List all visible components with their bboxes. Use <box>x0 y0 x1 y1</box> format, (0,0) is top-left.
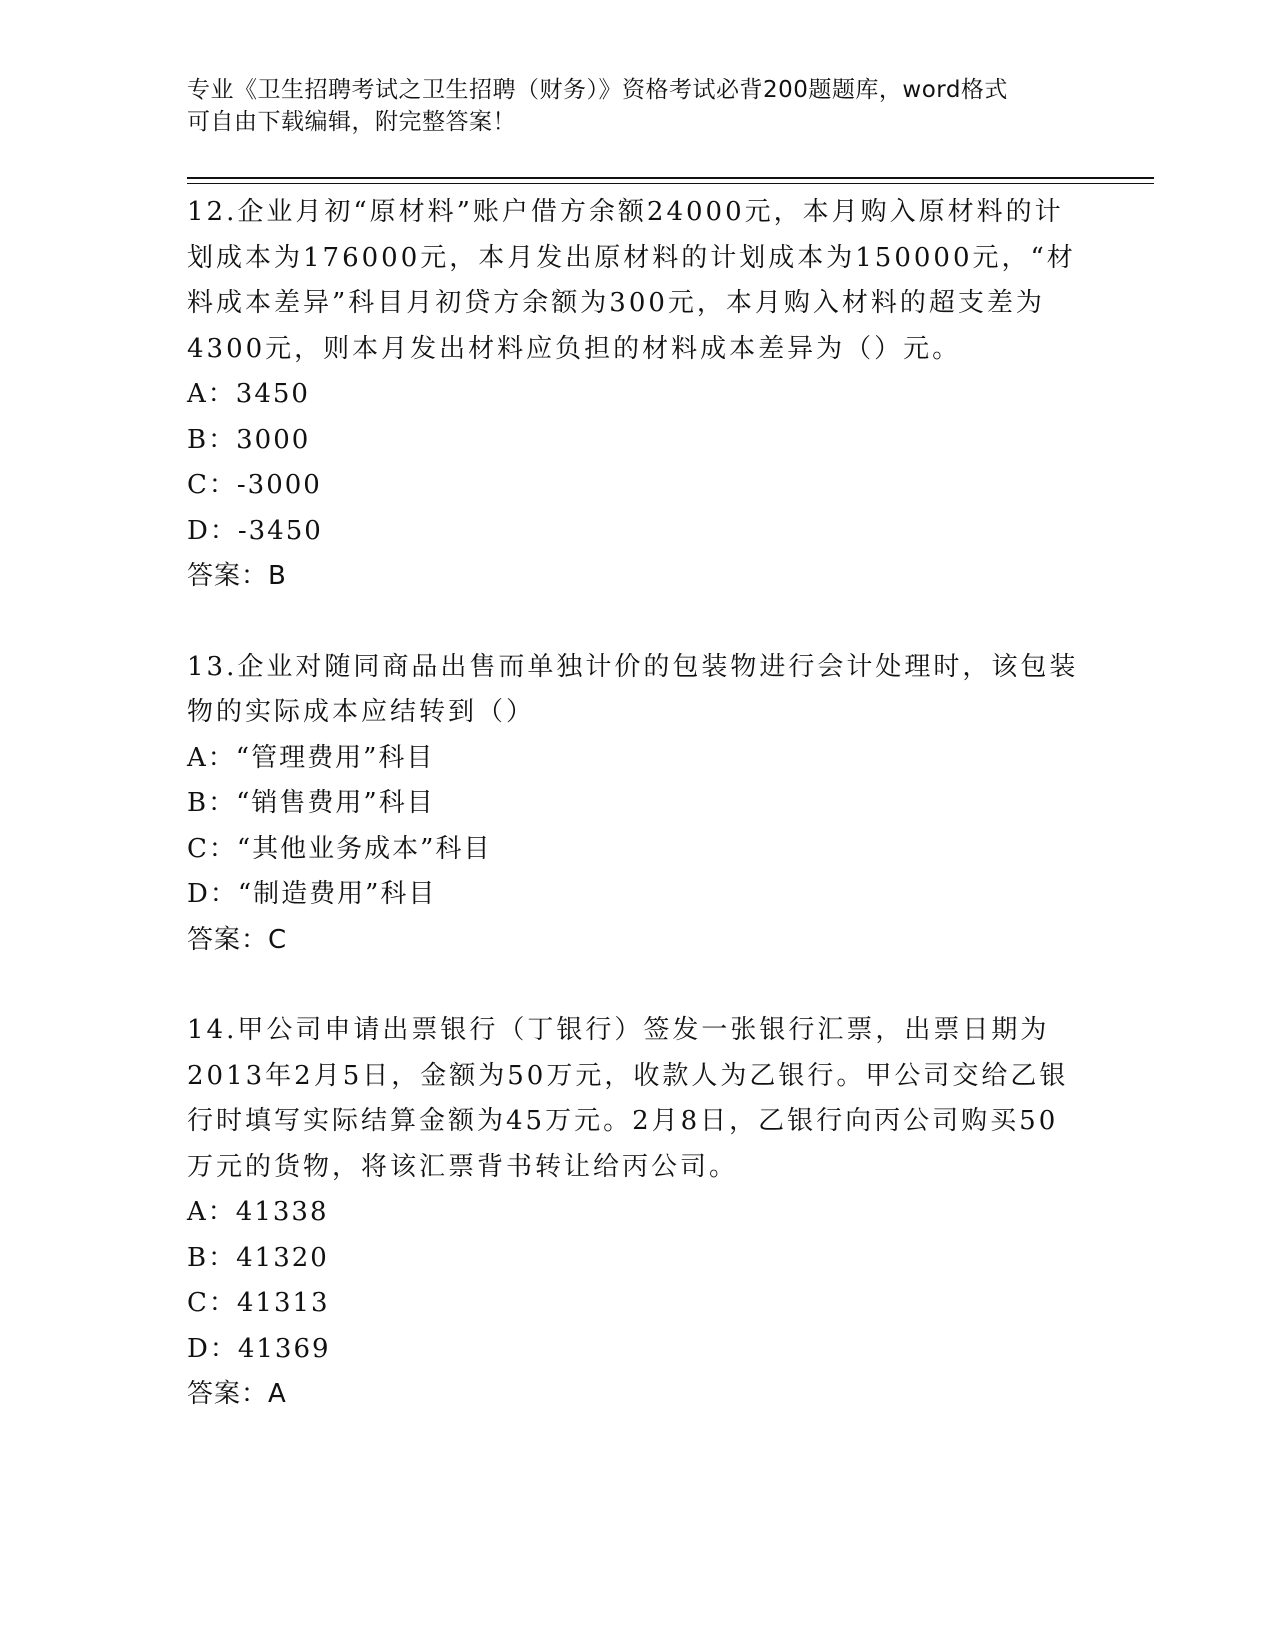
answer-line: 答案：A <box>187 1379 287 1409</box>
option-d: D：-3450 <box>187 515 323 546</box>
option-c: C：41313 <box>187 1288 330 1318</box>
option-a: A：3450 <box>187 379 310 409</box>
option-b: B：41320 <box>187 1242 329 1273</box>
question-13 <box>187 645 1087 964</box>
header-line-2: 可自由下载编辑，附完整答案！ <box>187 109 516 135</box>
option-b: B：“销售费用”科目 <box>187 788 435 818</box>
question-stem: 12.企业月初“原材料”账户借方余额24000元，本月购入原材料的计划成本为176000元，本月发出原材料的计划成本为150000元，“材料成本差异”科目月初贷方余额为300元，本月购入材料的超支差为4300元，则本月发出材料应负担的材料成本差异为（）元。 <box>187 197 1076 364</box>
option-b: B：3000 <box>187 424 311 455</box>
option-a: A：“管理费用”科目 <box>187 742 435 773</box>
option-d: D：“制造费用”科目 <box>187 879 437 909</box>
header-divider-thick <box>187 177 1154 179</box>
option-a: A：41338 <box>187 1197 329 1227</box>
question-list <box>187 190 1087 1463</box>
question-12 <box>187 190 1087 600</box>
question-stem: 14.甲公司申请出票银行（丁银行）签发一张银行汇票，出票日期为2013年2月5日，金额为50万元，收款人为乙银行。甲公司交给乙银行时填写实际结算金额为45万元。2月8日，乙银行向丙公司购买50万元的货物，将该汇票背书转让给丙公司。 <box>187 1015 1069 1182</box>
question-14 <box>187 1008 1087 1418</box>
option-c: C：“其他业务成本”科目 <box>187 833 492 864</box>
question-stem: 13.企业对随同商品出售而单独计价的包装物进行会计处理时，该包装物的实际成本应结转到（） <box>187 651 1079 727</box>
option-d: D：41369 <box>187 1333 331 1364</box>
header-divider-thin <box>187 183 1154 184</box>
option-c: C：-3000 <box>187 470 322 500</box>
document-header <box>187 74 1067 138</box>
header-line-1: 专业《卫生招聘考试之卫生招聘（财务）》资格考试必背200题题库，word格式 <box>187 77 1008 103</box>
answer-line: 答案：C <box>187 924 288 955</box>
answer-line: 答案：B <box>187 561 287 591</box>
